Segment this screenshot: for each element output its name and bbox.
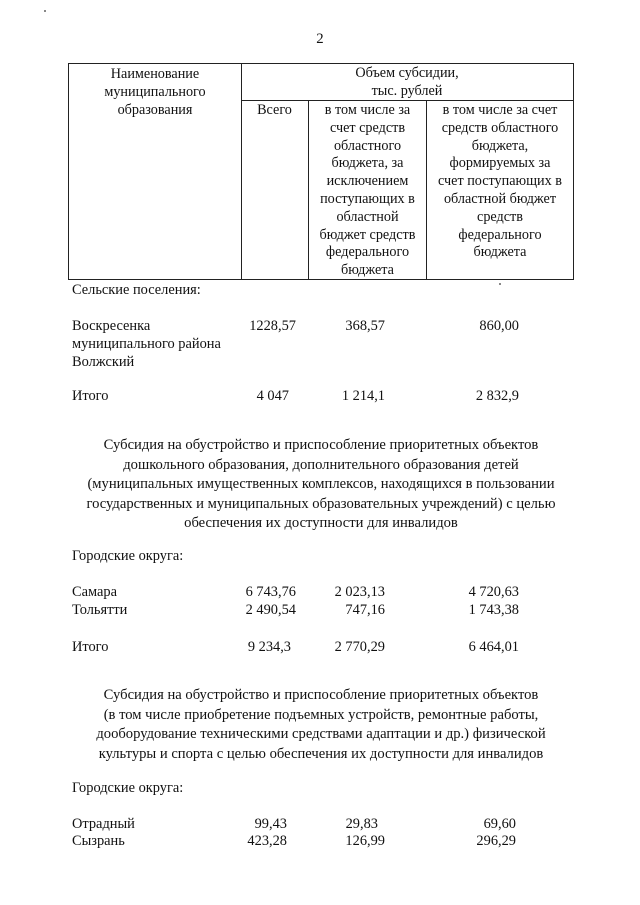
header-line: муниципального	[104, 83, 206, 100]
header-line: бюджета	[341, 262, 394, 279]
total-label: Итого	[72, 639, 109, 655]
cell-total: 9 234,3	[247, 639, 291, 655]
cell-federal: 6 464,01	[468, 639, 519, 655]
header-line: исключением	[326, 173, 409, 190]
title-line: Субсидия на обустройство и приспособление приоритетных объектов	[103, 437, 539, 453]
header-line: Наименование	[110, 66, 200, 82]
title-line: культуры и спорта с целью обеспечения их доступности для инвалидов	[98, 745, 544, 762]
header-line: счет поступающих в	[438, 173, 562, 190]
header-line: бюджета, за	[331, 155, 404, 172]
cell-regional: 368,57	[345, 318, 385, 334]
header-regional-col	[309, 102, 426, 280]
cell-federal: 2 832,9	[475, 388, 519, 404]
title-line: дошкольного образования, дополнительного образования детей	[123, 456, 519, 473]
header-line: в том числе за счет	[442, 102, 558, 118]
row-name: Сызрань	[72, 833, 125, 849]
scan-speck	[499, 283, 501, 285]
header-line: средств	[477, 208, 523, 225]
header-line: областной бюджет	[443, 190, 557, 207]
cell-regional: 29,83	[345, 816, 378, 832]
title-line: Субсидия на обустройство и приспособление приоритетных объектов	[103, 687, 539, 703]
row-name: муниципального района	[72, 336, 221, 352]
cell-federal: 69,60	[483, 816, 516, 832]
header-line: Всего	[257, 102, 292, 118]
header-federal-col	[427, 102, 573, 262]
section-title	[60, 686, 582, 764]
header-total-col	[241, 102, 308, 120]
cell-regional: 747,16	[345, 602, 385, 618]
cell-regional: 1 214,1	[341, 388, 385, 404]
cell-federal: 1 743,38	[468, 602, 519, 618]
cell-federal: 4 720,63	[468, 584, 519, 600]
header-line: формируемых за	[449, 155, 551, 172]
cell-regional: 2 023,13	[334, 584, 385, 600]
page-number: 2	[316, 31, 324, 47]
header-line: поступающих в	[320, 190, 415, 207]
header-line: бюджет средств	[319, 226, 416, 243]
title-line: государственных и муниципальных образовательных учреждений) с целью	[86, 495, 556, 512]
cell-total: 6 743,76	[245, 584, 296, 600]
title-line: (муниципальных имущественных комплексов, находящихся в пользовании	[87, 476, 555, 493]
header-line: федерального	[458, 226, 542, 243]
header-line: образования	[117, 101, 193, 118]
row-name: Воскресенка	[72, 318, 151, 334]
total-label: Итого	[72, 388, 109, 404]
cell-total: 1228,57	[249, 318, 296, 334]
header-line: областного	[333, 137, 402, 154]
table-header	[68, 63, 574, 280]
cell-total: 99,43	[254, 816, 287, 832]
title-line: обеспечения их доступности для инвалидов	[184, 515, 458, 532]
header-line: бюджета	[473, 244, 527, 261]
scan-speck	[44, 10, 46, 12]
row-name: Самара	[72, 584, 117, 600]
section-title	[60, 436, 582, 534]
header-name-col	[69, 66, 241, 119]
header-volume-col	[241, 65, 573, 101]
header-line: счет средств	[329, 119, 406, 136]
header-line: Объем субсидии,	[355, 65, 459, 81]
header-line: в том числе за	[324, 102, 411, 118]
cell-federal: 860,00	[479, 318, 519, 334]
header-line: бюджета,	[471, 137, 529, 154]
header-line: тыс. рублей	[371, 82, 443, 99]
header-line: федерального	[325, 244, 410, 261]
row-name: Отрадный	[72, 816, 135, 832]
title-line: (в том числе приобретение подъемных устройств, ремонтные работы,	[103, 706, 539, 723]
cell-total: 423,28	[247, 833, 287, 849]
cell-federal: 296,29	[476, 833, 516, 849]
header-line: областной	[336, 208, 399, 225]
cell-regional: 126,99	[345, 833, 385, 849]
group-label: Сельские поселения:	[72, 282, 201, 298]
title-line: дооборудование техническими средствами адаптации и др.) физической	[96, 726, 546, 743]
row-name: Тольятти	[72, 602, 128, 618]
cell-regional: 2 770,29	[334, 639, 385, 655]
header-line: средств областного	[441, 119, 559, 136]
group-label: Городские округа:	[72, 548, 184, 564]
row-name: Волжский	[72, 354, 135, 370]
cell-total: 2 490,54	[245, 602, 296, 618]
group-label: Городские округа:	[72, 780, 184, 796]
cell-total: 4 047	[256, 388, 289, 404]
